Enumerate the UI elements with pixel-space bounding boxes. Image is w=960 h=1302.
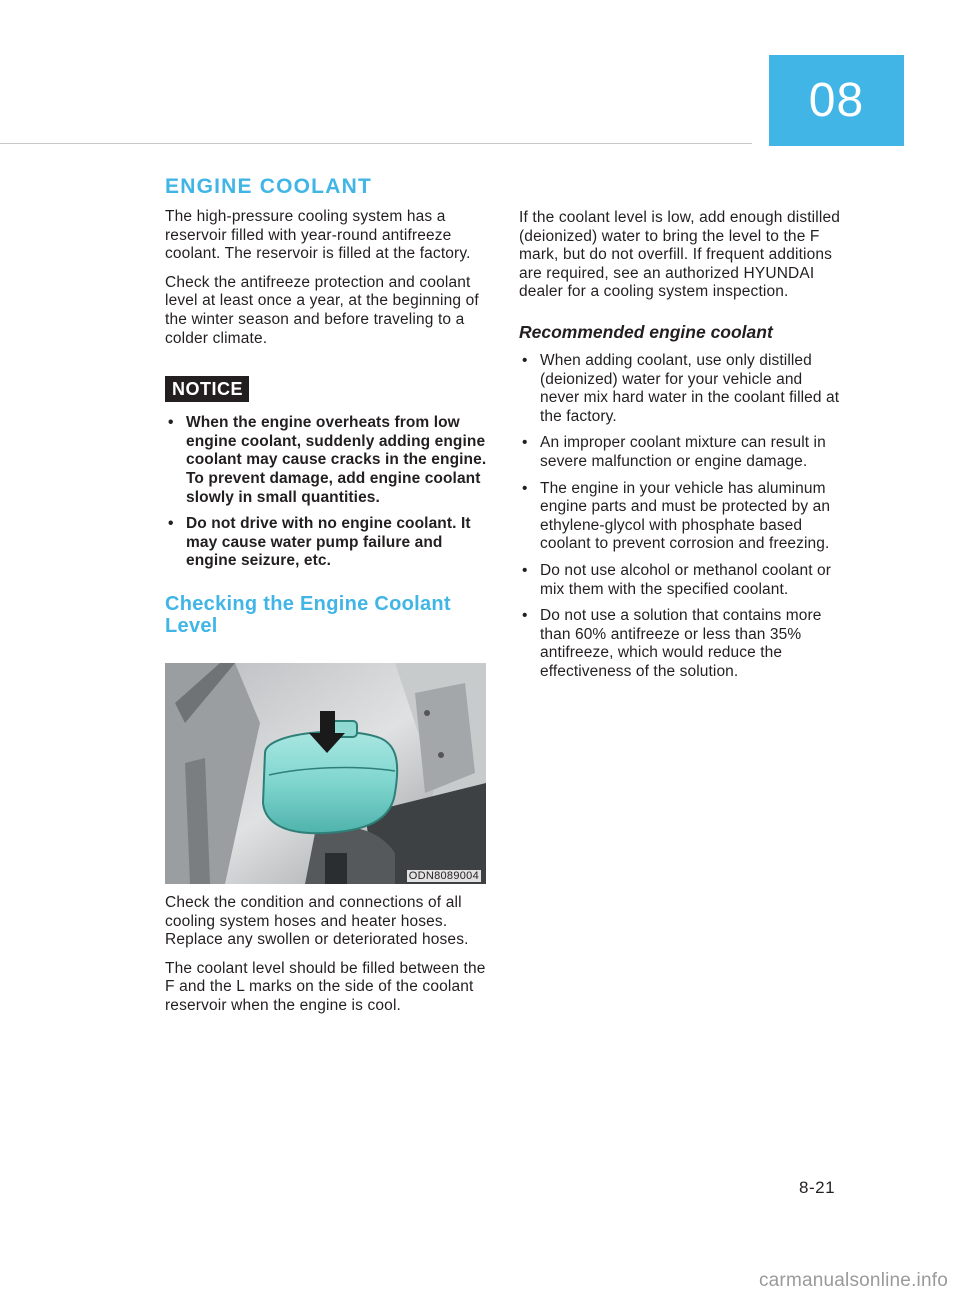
figure-code: ODN8089004	[408, 869, 479, 882]
bullet-dot-icon: •	[522, 434, 528, 452]
notice-item-text: When the engine overheats from low engine coolant, suddenly adding engine coolant may cause cracks in the engine. To prevent damage, add engine coolant slowly in small quantities.	[186, 414, 487, 506]
lower-hose	[325, 853, 347, 884]
notice-item	[165, 414, 490, 507]
recommended-item	[519, 434, 844, 471]
bullet-dot-icon: •	[522, 479, 528, 497]
notice-item-text: Do not drive with no engine coolant. It may cause water pump failure and engine seizure, etc.	[186, 515, 471, 570]
recommended-item-text: An improper coolant mixture can result in severe malfunction or engine damage.	[540, 434, 826, 470]
coolant-reservoir-figure	[165, 663, 486, 884]
recommended-item-text: The engine in your vehicle has aluminum engine parts and must be protected by an ethylene-glycol with phosphate based coolant to prevent corrosion and freezing.	[540, 479, 831, 553]
bullet-dot-icon: •	[168, 414, 174, 432]
bullet-dot-icon: •	[168, 515, 174, 533]
notice-item	[165, 515, 490, 571]
chapter-number: 08	[808, 74, 865, 127]
right-column	[519, 209, 844, 689]
bullet-dot-icon: •	[522, 351, 528, 369]
recommended-item	[519, 352, 844, 426]
recommended-list	[519, 352, 844, 682]
page-number: 8-21	[799, 1178, 836, 1197]
recommended-item-text: Do not use a solution that contains more than 60% antifreeze or less than 35% antifreeze, which would reduce the effectiveness of the solution.	[540, 607, 822, 680]
recommended-item	[519, 562, 844, 599]
bolt-icon	[438, 752, 444, 758]
checking-paragraph-2: The coolant level should be filled between the F and the L marks on the side of the coolant reservoir when the engine is cool.	[165, 959, 486, 1014]
header-rule	[0, 143, 752, 144]
bolt-icon	[424, 710, 430, 716]
notice-list	[165, 414, 490, 571]
section-title: ENGINE COOLANT	[165, 175, 372, 198]
watermark: carmanualsonline.info	[758, 1270, 948, 1291]
recommended-item	[519, 480, 844, 554]
left-column	[165, 174, 490, 1025]
notice-label: NOTICE	[165, 376, 249, 402]
intro-paragraph-2: Check the antifreeze protection and coolant level at least once a year, at the beginning of the winter season and before traveling to a colder climate.	[165, 273, 479, 347]
recommended-item	[519, 607, 844, 681]
recommended-item-text: Do not use alcohol or methanol coolant or mix them with the specified coolant.	[540, 561, 832, 598]
recommended-title: Recommended engine coolant	[519, 321, 773, 342]
bullet-dot-icon: •	[522, 561, 528, 579]
engine-cover	[415, 683, 475, 793]
recommended-item-text: When adding coolant, use only distilled (deionized) water for your vehicle and never mix hard water in the coolant filled at the factory.	[540, 351, 840, 425]
coolant-reservoir-illustration	[165, 663, 486, 884]
chapter-tab	[769, 55, 904, 146]
checking-paragraph-1: Check the condition and connections of all cooling system hoses and heater hoses. Replace any swollen or deteriorated hoses.	[165, 893, 469, 949]
checking-title: Checking the Engine Coolant Level	[165, 592, 451, 637]
low-coolant-paragraph: If the coolant level is low, add enough distilled (deionized) water to bring the level to the F mark, but do not overfill. If frequent additions are required, see an authorized HYUNDAI dealer for a cooling system inspection.	[519, 209, 840, 301]
intro-paragraph-1: The high-pressure cooling system has a reservoir filled with year-round antifreeze coolant. The reservoir is filled at the factory.	[165, 208, 471, 263]
bullet-dot-icon: •	[522, 607, 528, 625]
